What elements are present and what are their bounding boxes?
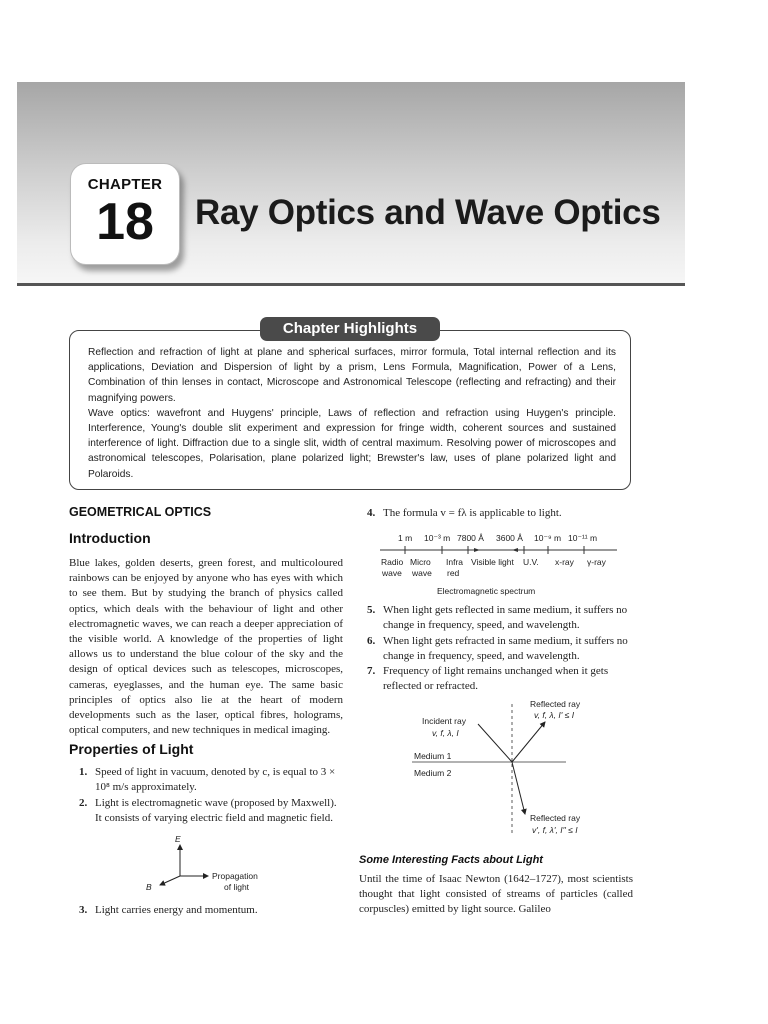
spectrum-band-label: U.V. [523, 557, 539, 567]
spectrum-top-label: 3600 Å [496, 533, 523, 543]
list-item [79, 765, 343, 796]
highlights-paragraph: Reflection and refraction of light at plane and spherical surfaces, mirror formula, Total internal reflection and its applications, Deviation and Dispersion of light by a prism, Lens Formula, Magnification, Power of a Lens, Combination of thin lenses in contact, Microscope and Astronomical Telescope (reflecting and refracting) and their magnifying powers. [88, 347, 616, 404]
spectrum-caption: Electromagnetic spectrum [437, 586, 536, 596]
spectrum-band-label: red [447, 568, 460, 578]
list-item [79, 796, 343, 827]
chapter-number: 18 [96, 193, 154, 251]
list-number: 7. [367, 665, 376, 678]
propagation-label: Propagation [212, 871, 258, 881]
section-heading-geometrical-optics: GEOMETRICAL OPTICS [69, 505, 212, 519]
medium-2-label: Medium 2 [414, 768, 452, 778]
propagation-label: of light [224, 882, 250, 892]
list-text: When light gets reflected in same medium, it suffers no change in frequency, speed, and wavelength. [383, 604, 628, 632]
spectrum-top-label: 10⁻³ m [424, 533, 451, 543]
list-text: Light is electromagnetic wave (proposed by Maxwell). It consists of varying electric field and magnetic field. [95, 796, 337, 824]
list-item [367, 634, 635, 665]
facts-paragraph: Until the time of Isaac Newton (1642–1727), most scientists thought that light consisted of streams of particles (called corpuscles) emitted by light source. Galileo [359, 873, 633, 916]
list-number: 4. [367, 507, 376, 519]
list-number: 6. [367, 634, 376, 647]
incident-ray [478, 724, 512, 762]
e-label: E [175, 834, 181, 844]
list-text: When light gets refracted in same medium, it suffers no change in frequency, speed, and wavelength. [383, 634, 628, 662]
reflected-ray-params: v, f, λ, I' ≤ I [534, 710, 575, 720]
list-number: 1. [79, 766, 88, 778]
medium-1-label: Medium 1 [414, 751, 452, 761]
ray-diagram [408, 696, 608, 840]
spectrum-band-label: Radio [381, 557, 404, 567]
spectrum-top-label: 10⁻⁹ m [534, 533, 562, 543]
chapter-title: Ray Optics and Wave Optics [195, 193, 661, 232]
reflected-ray-title: Reflected ray [530, 699, 581, 709]
spectrum-top-label: 1 m [398, 533, 413, 543]
list-number: 3. [79, 904, 88, 916]
chapter-label: CHAPTER [87, 176, 163, 193]
chapter-badge [70, 163, 180, 265]
intro-paragraph: Blue lakes, golden deserts, green forest, and multicoloured rainbows can be enjoyed by anyone who has eyes with which to see them. But by studying the branch of physics called optics, which deals with the behaviour of light and other electromagnetic waves, we can reach a deeper appreciation of the visible world. A knowledge of the properties of light allows us to understand the blue colour of the sky and the design of optical devices such as telescopes, microscopes, cameras, eyeglasses, and the human eye. The same basic principles of optics also lie at the heart of modern developments such as the laser, optical fibres, holograms, optical computers, and new techniques in medical imaging. [69, 557, 343, 737]
spectrum-band-label: wave [412, 568, 432, 578]
incident-ray-title: Incident ray [422, 716, 466, 726]
reflected-ray [512, 722, 545, 762]
highlights-paragraph: Wave optics: wavefront and Huygens' principle, Laws of reflection and refraction using Huygen's principle. Interference, Young's double slit experiment and expression for fringe width, coherent sources and sustained interference of light. Diffraction due to a single slit, width of central maximum. Resolving power of microscopes and astronomical telescopes, Polarisation, plane polarized light; Brewster's law, uses of plane polarized light and Polaroids. [88, 407, 616, 480]
visible-arrow [512, 548, 518, 552]
b-axis [160, 876, 180, 885]
refracted-ray [512, 762, 525, 814]
refracted-ray-title: Reflected ray [530, 813, 581, 823]
list-item [367, 506, 635, 521]
list-text: Speed of light in vacuum, denoted by c, is equal to 3 × 10⁸ m/s approximately. [95, 766, 336, 794]
heading-interesting-facts: Some Interesting Facts about Light [359, 854, 543, 866]
highlights-title: Chapter Highlights [260, 317, 440, 341]
spectrum-band-label: Infra [446, 557, 464, 567]
properties-list [79, 765, 343, 826]
list-number: 2. [79, 796, 88, 809]
list-item [367, 603, 635, 634]
spectrum-band-label: Micro [410, 557, 431, 567]
properties-list-continued [79, 903, 343, 918]
visible-arrow [474, 548, 480, 552]
highlights-text [88, 345, 616, 482]
heading-properties-of-light: Properties of Light [69, 741, 194, 757]
em-wave-axes-figure [140, 832, 280, 896]
em-spectrum-figure [374, 527, 624, 601]
spectrum-top-label: 10⁻¹¹ m [568, 533, 598, 543]
incident-ray-params: v, f, λ, I [432, 728, 459, 738]
refracted-ray-params: v', f, λ', I'' ≤ I [532, 825, 578, 835]
b-label: B [146, 882, 152, 892]
list-number: 5. [367, 604, 376, 616]
spectrum-band-label: γ-ray [587, 557, 606, 567]
spectrum-band-label: Visible light [471, 557, 514, 567]
heading-introduction: Introduction [69, 530, 151, 546]
spectrum-band-label: wave [382, 568, 402, 578]
item-4 [367, 506, 635, 521]
properties-list-right [367, 603, 635, 695]
spectrum-top-label: 7800 Å [457, 533, 484, 543]
list-item [79, 903, 343, 918]
spectrum-band-label: x-ray [555, 557, 574, 567]
list-text: The formula v = fλ is applicable to light. [383, 507, 562, 519]
list-text: Light carries energy and momentum. [95, 904, 258, 916]
list-item [367, 664, 635, 695]
list-text: Frequency of light remains unchanged when it gets reflected or refracted. [383, 665, 609, 693]
